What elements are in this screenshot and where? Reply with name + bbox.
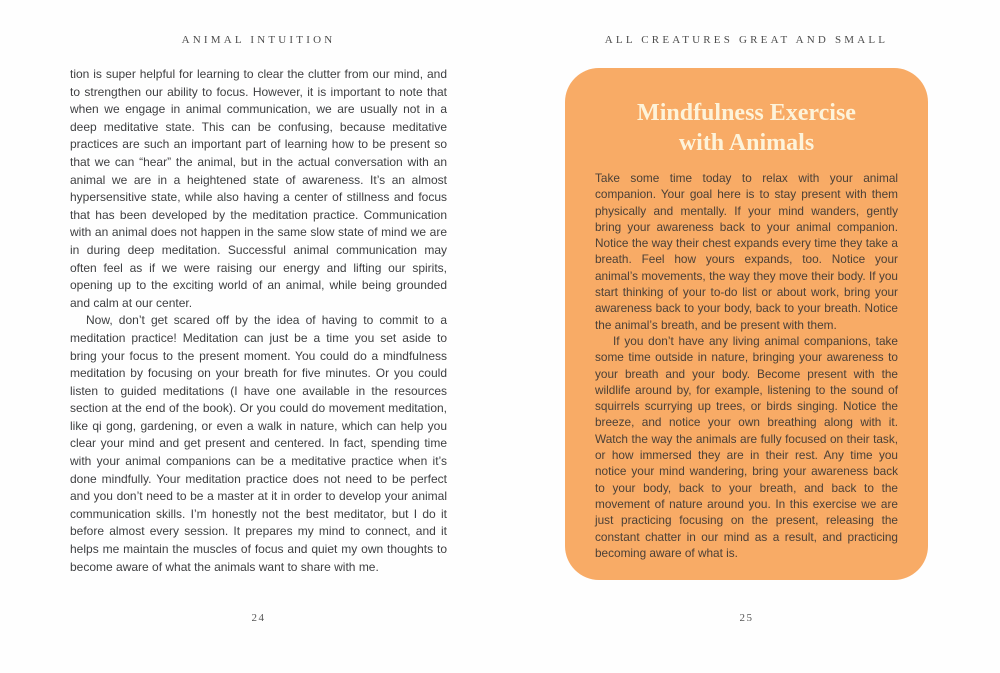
- exercise-paragraph: Take some time today to relax with your animal companion. Your goal here is to stay present with them physically and mentally. If your mind wanders, gently bring your awareness back to your animal companion. Notice the way their chest expands every time they take a breath. Feel how yours expands, too. Notice your animal’s movements, the way they move their body. If you start thinking of your to-do list or about work, bring your awareness back to your body, back to your breath. Notice the animal’s breath, and be present with them.: [595, 171, 898, 332]
- left-running-header: ANIMAL INTUITION: [181, 34, 336, 46]
- mindfulness-exercise-box: [565, 68, 928, 580]
- right-running-header: ALL CREATURES GREAT AND SMALL: [604, 34, 889, 46]
- left-page-number: 24: [251, 612, 266, 624]
- left-page-body-text: [70, 66, 447, 576]
- exercise-box-body-text: [595, 170, 898, 561]
- right-page-number: 25: [739, 612, 754, 624]
- exercise-title-line2: with Animals: [678, 130, 815, 156]
- exercise-paragraph: If you don’t have any living animal companions, take some time outside in nature, bringing your awareness to your breath and your body. Become present with the wildlife around by, for example, listening to the sound of squirrels scurrying up trees, or birds singing. Notice the breeze, and notice your own breathing along with it. Watch the way the animals are fully focused on their task, or how immersed they are in their rest. Any time you notice your mind wandering, bring your awareness back to your body, back to your breath, and back to the movement of nature around you. In this exercise we are just practicing focusing on the present, releasing the constant chatter in our mind as a result, and practicing becoming aware of what is.: [595, 333, 898, 560]
- exercise-box-title: [595, 98, 898, 158]
- exercise-title-line1: Mindfulness Exercise: [637, 100, 856, 126]
- body-paragraph: tion is super helpful for learning to clear the clutter from our mind, and to strengthen our ability to focus. However, it is important to note that when we engage in animal communication, we are usually not in a deep meditative state. This can be confusing, because meditative practices are such an important part of learning how to be present so that we can “hear” the animal, but in the actual conversation with an animal we are in a heightened state of awareness. It’s an almost hypersensitive state, while also having a center of stillness and focus that has been developed by the meditation practice. Communication with an animal does not happen in the same slow state of mind we are in during deep meditation. Successful animal communication may often feel as if we were raising our energy and lifting our spirits, opening up to the exciting world of an animal, while being grounded and calm at our center.: [70, 67, 447, 310]
- body-paragraph: Now, don’t get scared off by the idea of having to commit to a meditation practice! Meditation can just be a time you set aside to bring your focus to the present moment. You could do a mindfulness meditation by focusing on your breath for five minutes. Or you could listen to guided meditations (I have one available in the resources section at the end of the book). Or you could do movement meditation, like qi gong, gardening, or even a walk in nature, which can help you clear your mind and get present and centered. In fact, spending time with your animal companions can be a meditative practice when it’s done mindfully. Your meditation practice does not need to be perfect and you don’t need to be a master at it in order to develop your animal communication skills. I’m honestly not the best meditator, but I do it before almost every session. It prepares my mind to connect, and it helps me maintain the muscles of focus and quiet my own thoughts to become aware of what the animals want to share with me.: [70, 313, 447, 574]
